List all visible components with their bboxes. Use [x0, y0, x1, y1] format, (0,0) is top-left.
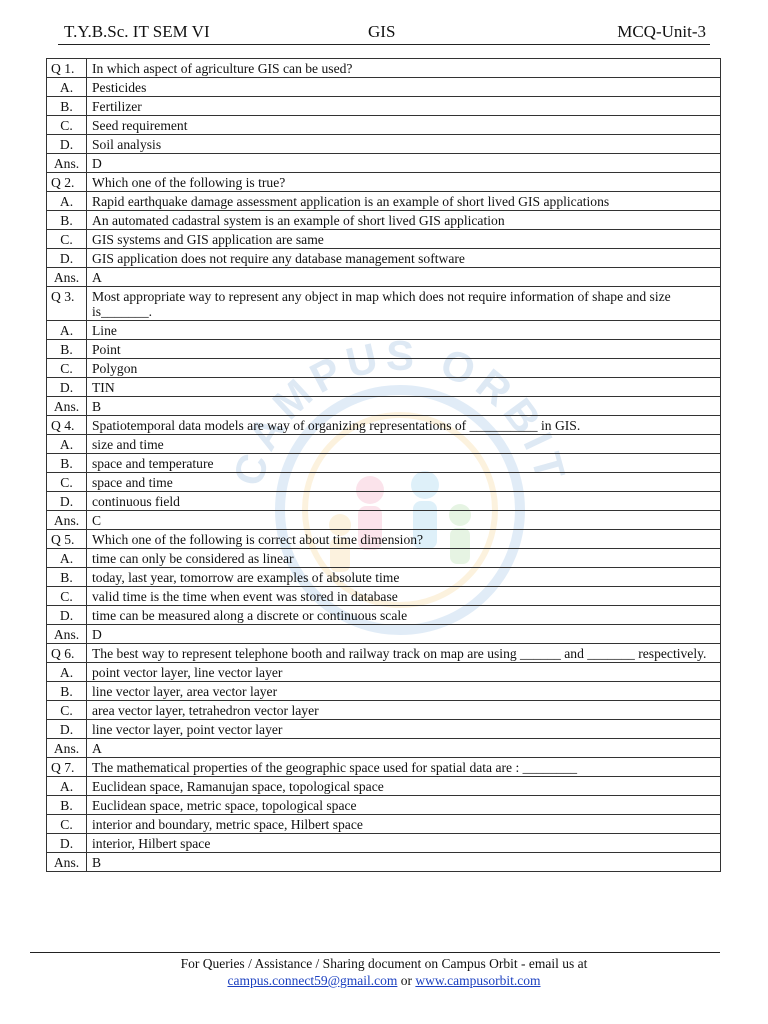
question-row-label: Q 4.: [47, 416, 87, 435]
option-row-text: TIN: [87, 378, 721, 397]
option-row-label: C.: [47, 116, 87, 135]
option-row-text: interior, Hilbert space: [87, 834, 721, 853]
option-row: [47, 834, 721, 853]
option-row: [47, 549, 721, 568]
option-row: [47, 568, 721, 587]
question-row-text: Most appropriate way to represent any object in map which does not require information of shape and size is_______.: [87, 287, 721, 321]
option-row-label: A.: [47, 321, 87, 340]
option-row-text: today, last year, tomorrow are examples of absolute time: [87, 568, 721, 587]
mcq-table: [46, 58, 721, 872]
page-header: [58, 20, 710, 45]
option-row-label: D.: [47, 249, 87, 268]
option-row-text: space and time: [87, 473, 721, 492]
question-row: [47, 644, 721, 663]
option-row-text: Euclidean space, metric space, topological space: [87, 796, 721, 815]
option-row: [47, 378, 721, 397]
option-row: [47, 473, 721, 492]
option-row-label: D.: [47, 492, 87, 511]
option-row-text: space and temperature: [87, 454, 721, 473]
option-row: [47, 720, 721, 739]
answer-row-label: Ans.: [47, 739, 87, 758]
question-row-label: Q 2.: [47, 173, 87, 192]
question-row-text: Which one of the following is correct about time dimension?: [87, 530, 721, 549]
option-row-text: Soil analysis: [87, 135, 721, 154]
option-row-label: B.: [47, 454, 87, 473]
answer-row-text: B: [87, 397, 721, 416]
option-row-text: An automated cadastral system is an example of short lived GIS application: [87, 211, 721, 230]
option-row: [47, 701, 721, 720]
question-row-text: The mathematical properties of the geographic space used for spatial data are : ________: [87, 758, 721, 777]
option-row-label: B.: [47, 340, 87, 359]
option-row-label: A.: [47, 435, 87, 454]
page-footer: [0, 955, 768, 989]
option-row-text: Seed requirement: [87, 116, 721, 135]
answer-row-text: A: [87, 739, 721, 758]
option-row-text: line vector layer, point vector layer: [87, 720, 721, 739]
option-row-text: Point: [87, 340, 721, 359]
option-row-label: A.: [47, 777, 87, 796]
option-row: [47, 492, 721, 511]
option-row-text: line vector layer, area vector layer: [87, 682, 721, 701]
footer-divider: [30, 952, 720, 953]
option-row: [47, 97, 721, 116]
option-row-text: area vector layer, tetrahedron vector layer: [87, 701, 721, 720]
option-row-label: C.: [47, 473, 87, 492]
option-row-label: D.: [47, 135, 87, 154]
option-row-text: valid time is the time when event was stored in database: [87, 587, 721, 606]
option-row-label: B.: [47, 568, 87, 587]
answer-row-label: Ans.: [47, 397, 87, 416]
question-row-text: Which one of the following is true?: [87, 173, 721, 192]
option-row: [47, 211, 721, 230]
answer-row-label: Ans.: [47, 511, 87, 530]
answer-row-text: C: [87, 511, 721, 530]
answer-row: [47, 739, 721, 758]
option-row: [47, 682, 721, 701]
option-row-text: GIS application does not require any database management software: [87, 249, 721, 268]
option-row-label: D.: [47, 606, 87, 625]
question-row-text: In which aspect of agriculture GIS can be used?: [87, 59, 721, 78]
option-row: [47, 340, 721, 359]
answer-row-label: Ans.: [47, 268, 87, 287]
answer-row: [47, 154, 721, 173]
answer-row-label: Ans.: [47, 625, 87, 644]
footer-email-link[interactable]: campus.connect59@gmail.com: [227, 973, 398, 988]
option-row-label: D.: [47, 720, 87, 739]
option-row: [47, 230, 721, 249]
option-row: [47, 663, 721, 682]
question-row-label: Q 1.: [47, 59, 87, 78]
option-row-label: A.: [47, 78, 87, 97]
option-row-label: C.: [47, 815, 87, 834]
option-row-label: D.: [47, 834, 87, 853]
option-row: [47, 321, 721, 340]
answer-row-text: D: [87, 625, 721, 644]
option-row-text: Line: [87, 321, 721, 340]
option-row: [47, 796, 721, 815]
answer-row: [47, 268, 721, 287]
watermark-text: CAMPUS ORBIT: [224, 331, 576, 491]
option-row-label: B.: [47, 682, 87, 701]
answer-row: [47, 397, 721, 416]
option-row: [47, 587, 721, 606]
option-row: [47, 777, 721, 796]
option-row: [47, 606, 721, 625]
option-row-text: time can only be considered as linear: [87, 549, 721, 568]
option-row-label: B.: [47, 796, 87, 815]
answer-row-text: D: [87, 154, 721, 173]
option-row-label: C.: [47, 701, 87, 720]
answer-row: [47, 511, 721, 530]
question-row-label: Q 7.: [47, 758, 87, 777]
option-row-label: A.: [47, 192, 87, 211]
option-row: [47, 454, 721, 473]
option-row: [47, 435, 721, 454]
option-row-text: point vector layer, line vector layer: [87, 663, 721, 682]
option-row-text: interior and boundary, metric space, Hilbert space: [87, 815, 721, 834]
question-row: [47, 287, 721, 321]
question-row: [47, 416, 721, 435]
option-row-text: continuous field: [87, 492, 721, 511]
footer-or: or: [397, 973, 416, 988]
option-row-label: D.: [47, 378, 87, 397]
option-row-label: B.: [47, 97, 87, 116]
answer-row-label: Ans.: [47, 154, 87, 173]
option-row-text: GIS systems and GIS application are same: [87, 230, 721, 249]
footer-website-link[interactable]: www.campusorbit.com: [415, 973, 541, 988]
option-row: [47, 116, 721, 135]
option-row-label: A.: [47, 549, 87, 568]
header-unit: MCQ-Unit-3: [617, 22, 706, 41]
question-row-text: Spatiotemporal data models are way of organizing representations of __________ in GIS.: [87, 416, 721, 435]
question-row-label: Q 3.: [47, 287, 87, 321]
option-row: [47, 249, 721, 268]
option-row-text: Rapid earthquake damage assessment application is an example of short lived GIS applications: [87, 192, 721, 211]
option-row: [47, 815, 721, 834]
question-row-label: Q 6.: [47, 644, 87, 663]
option-row-label: C.: [47, 359, 87, 378]
option-row: [47, 192, 721, 211]
answer-row-label: Ans.: [47, 853, 87, 872]
option-row-label: B.: [47, 211, 87, 230]
footer-contact: [0, 972, 768, 989]
option-row-text: Polygon: [87, 359, 721, 378]
option-row-label: C.: [47, 587, 87, 606]
question-row-label: Q 5.: [47, 530, 87, 549]
option-row: [47, 135, 721, 154]
question-row: [47, 530, 721, 549]
option-row: [47, 78, 721, 97]
header-subject: GIS: [368, 22, 396, 41]
option-row-text: time can be measured along a discrete or continuous scale: [87, 606, 721, 625]
answer-row-text: B: [87, 853, 721, 872]
answer-row: [47, 853, 721, 872]
option-row-text: size and time: [87, 435, 721, 454]
footer-note: For Queries / Assistance / Sharing document on Campus Orbit - email us at: [180, 956, 588, 971]
option-row-label: A.: [47, 663, 87, 682]
option-row-text: Pesticides: [87, 78, 721, 97]
header-course: T.Y.B.Sc. IT SEM VI: [64, 22, 210, 41]
answer-row-text: A: [87, 268, 721, 287]
question-row: [47, 758, 721, 777]
question-row-text: The best way to represent telephone booth and railway track on map are using ______ and _______ respectively.: [87, 644, 721, 663]
option-row-text: Fertilizer: [87, 97, 721, 116]
option-row-label: C.: [47, 230, 87, 249]
question-row: [47, 173, 721, 192]
question-row: [47, 59, 721, 78]
answer-row: [47, 625, 721, 644]
option-row-text: Euclidean space, Ramanujan space, topological space: [87, 777, 721, 796]
option-row: [47, 359, 721, 378]
